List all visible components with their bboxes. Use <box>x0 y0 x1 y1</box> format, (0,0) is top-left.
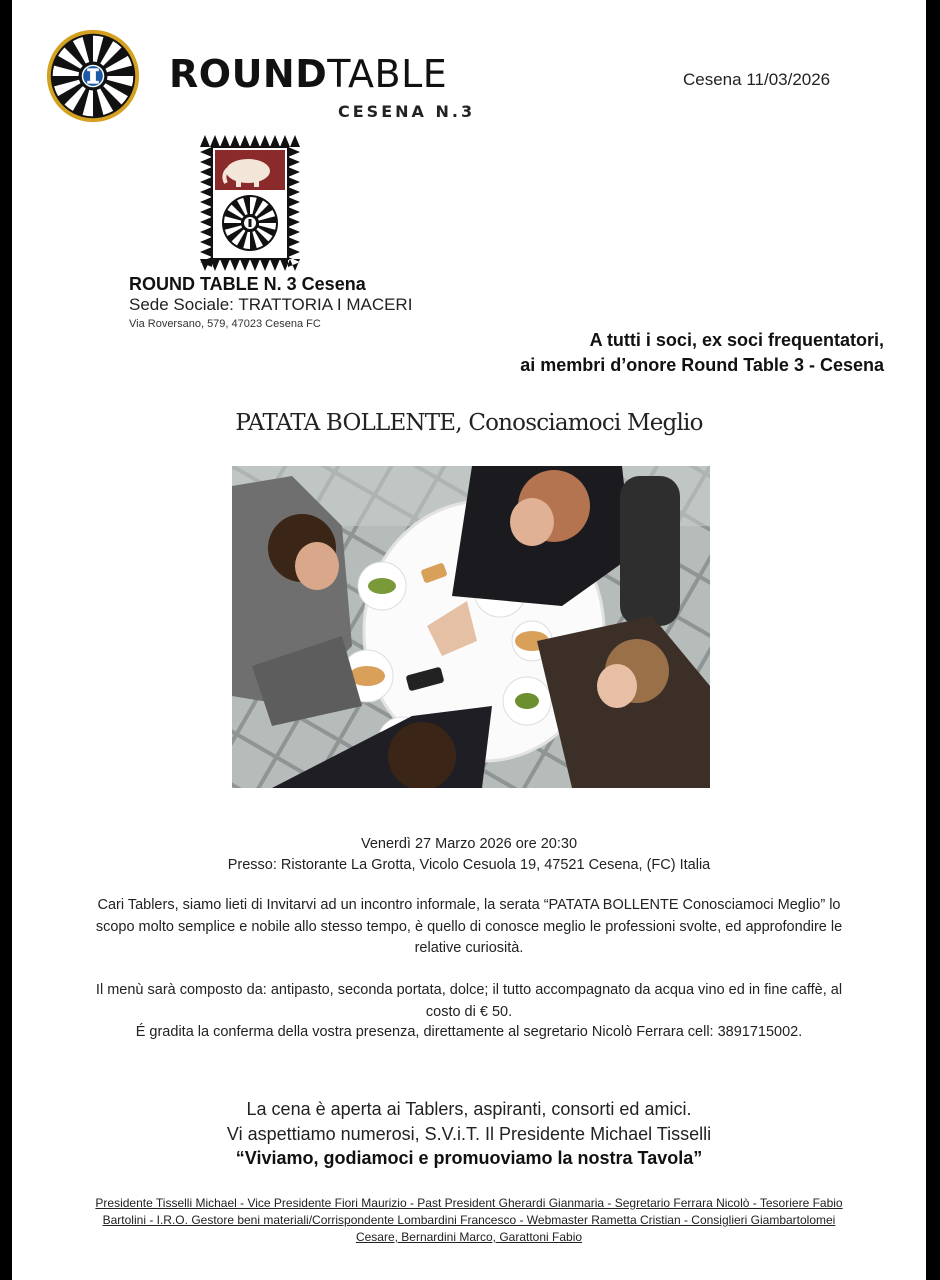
event-date-time: Venerdì 27 Marzo 2026 ore 20:30 <box>360 836 578 852</box>
motto: “Viviamo, godiamoci e promuoviamo la nostra Tavola” <box>235 1148 703 1168</box>
brand-table: TABLE <box>327 52 448 96</box>
closing-line-2: Vi aspettiamo numerosi, S.V.i.T. Il Presidente Michael Tisselli <box>226 1124 712 1144</box>
organization-seat: Sede Sociale: TRATTORIA I MACERI <box>129 295 413 314</box>
event-title: PATATA BOLLENTE, Conosciamoci Meglio <box>235 410 703 436</box>
invitation-text: Cari Tablers, siamo lieti di Invitarvi ad un incontro informale, la serata “PATATA BOLLENTE Conosciamoci Meglio” lo scopo molto semplice e nobile allo stesso tempo, è quello di conosce meglio le professioni svolte, ed approfondire le relative curiosità. <box>95 897 843 956</box>
round-table-wheel-logo-icon <box>45 28 141 124</box>
recipients-line-2: ai membri d’onore Round Table 3 - Cesena <box>520 355 884 375</box>
document-page <box>12 0 926 1280</box>
brand-wordmark <box>169 52 447 96</box>
menu-text: Il menù sarà composto da: antipasto, seconda portata, dolce; il tutto accompagnato da acqua vino ed in fine caffè, al costo di € 50. <box>95 982 843 1020</box>
round-table-crest-icon <box>200 135 300 271</box>
rsvp-text: É gradita la conferma della vostra presenza, direttamente al segretario Nicolò Ferrara cell: 3891715002. <box>135 1024 803 1040</box>
recipients-line-1: A tutti i soci, ex soci frequentatori, <box>589 330 884 350</box>
board-members-footer: Presidente Tisselli Michael - Vice Presidente Fiori Maurizio - Past President Gherardi Gianmaria - Segretario Ferrara Nicolò - Tesoriere Fabio Bartolini - I.R.O. Gestore beni materiali/Corrispondente Lombardini Francesco - Webmaster Rametta Cristian - Consiglieri Giambartolomei Cesare, Bernardini Marco, Garattoni Fabio <box>95 1196 843 1244</box>
event-location: Presso: Ristorante La Grotta, Vicolo Cesuola 19, 47521 Cesena, (FC) Italia <box>227 857 711 873</box>
organization-name: ROUND TABLE N. 3 Cesena <box>129 274 366 294</box>
brand-subtitle: CESENA N.3 <box>338 102 476 121</box>
business-dinner-photo-icon <box>232 466 710 788</box>
organization-address: Via Roversano, 579, 47023 Cesena FC <box>129 318 321 330</box>
document-date: Cesena 11/03/2026 <box>683 70 831 89</box>
brand-round: ROUND <box>169 52 328 96</box>
closing-line-1: La cena è aperta ai Tablers, aspiranti, consorti ed amici. <box>246 1099 692 1119</box>
